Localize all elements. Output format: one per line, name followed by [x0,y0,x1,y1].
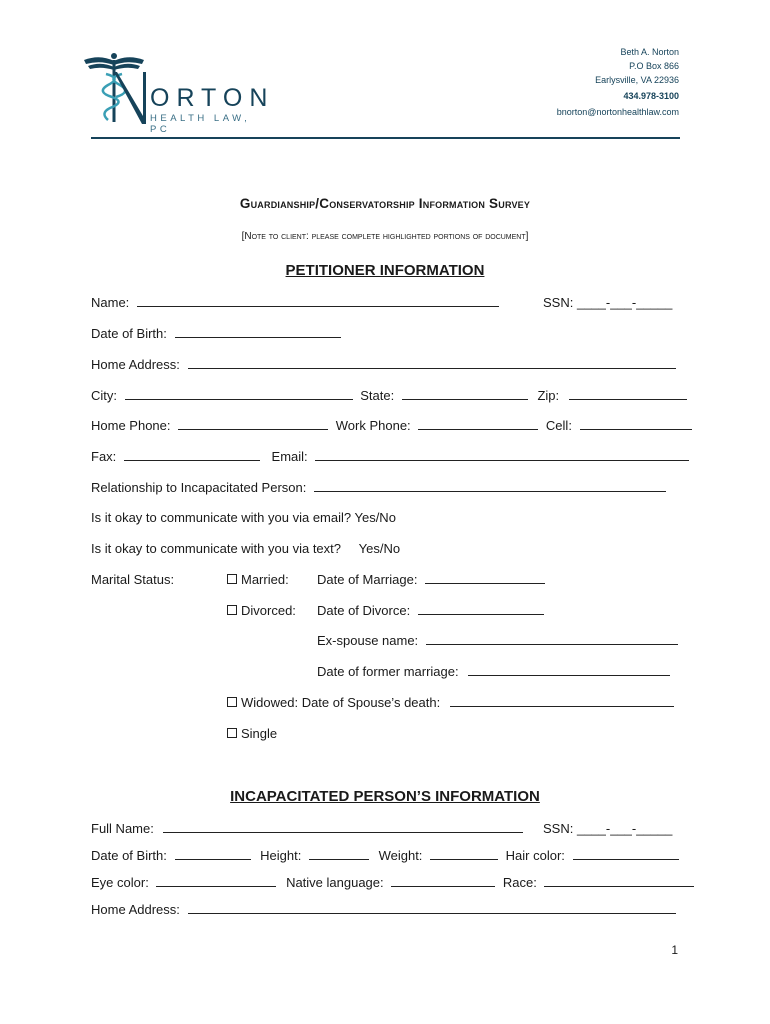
header-divider [91,137,680,139]
checkbox-icon[interactable] [227,728,237,738]
checkbox-icon[interactable] [227,574,237,584]
name-field[interactable] [137,295,499,307]
petitioner-ssn [543,295,672,310]
language-field[interactable] [391,875,495,887]
work-phone-field[interactable] [418,418,538,430]
ssn-field[interactable]: ____-___-_____ [576,295,673,310]
full-name-field[interactable] [163,821,523,833]
physical-row: Date of Birth: Height: Weight: Hair color: [91,848,679,863]
former-marriage-field[interactable] [468,664,670,676]
ex-spouse-field[interactable] [426,633,678,645]
contact-city-state: Earlysville, VA 22936 [595,75,679,85]
former-marriage-row: Date of former marriage: [317,664,670,679]
checkbox-icon[interactable] [227,697,237,707]
ssn-label: SSN: [543,295,574,310]
petitioner-name-row [91,295,499,310]
cell-field[interactable] [580,418,692,430]
petitioner-address-row [91,357,676,372]
fax-label: Fax: [91,449,117,464]
incapacitated-ssn: SSN: ____-___-_____ [543,821,673,836]
city-label: City: [91,388,117,403]
page-number: 1 [671,943,678,957]
cell-label: Cell: [545,418,572,433]
text-question: Is it okay to communicate with you via text? [91,541,341,556]
logo-subtitle: HEALTH LAW, PC [150,113,251,135]
eye-field[interactable] [156,875,276,887]
full-name-row: Full Name: [91,821,523,836]
single-option[interactable]: Single [227,726,277,741]
widowed-option[interactable]: Widowed: Date of Spouse’s death: [227,695,674,710]
contact-name: Beth A. Norton [620,47,679,57]
petitioner-fax-row [91,449,689,464]
address-field[interactable] [188,357,676,369]
checkbox-icon[interactable] [227,605,237,615]
divorced-option[interactable]: Divorced: [227,603,296,618]
home-phone-field[interactable] [178,418,328,430]
name-label: Name: [91,295,130,310]
fax-field[interactable] [124,449,260,461]
contact-phone: 434.978-3100 [623,91,679,101]
email-field[interactable] [315,449,689,461]
logo-name: ORTON [150,84,275,112]
email-label: Email: [271,449,308,464]
divorce-date-row: Date of Divorce: [317,603,544,618]
petitioner-heading: PETITIONER INFORMATION [285,262,485,279]
dob-field[interactable] [175,848,251,860]
work-phone-label: Work Phone: [335,418,411,433]
marital-status-label: Marital Status: [91,572,175,587]
text-question-row [91,541,400,556]
document-title: Guardianship/Conservatorship Information Survey [239,196,531,211]
spouse-death-field[interactable] [450,695,674,707]
dob-label: Date of Birth: [91,326,167,341]
email-question: Is it okay to communicate with you via email? Yes/No [91,510,396,525]
petitioner-relationship-row [91,480,666,495]
weight-field[interactable] [430,848,498,860]
address-field[interactable] [188,902,676,914]
petitioner-city-row [91,388,687,403]
address-label: Home Address: [91,357,180,372]
dob-field[interactable] [175,326,341,338]
contact-email[interactable]: bnorton@nortonhealthlaw.com [556,107,679,117]
contact-po-box: P.O Box 866 [629,61,679,71]
zip-field[interactable] [569,388,687,400]
hair-field[interactable] [573,848,679,860]
ssn-field[interactable]: ____-___-_____ [576,821,673,836]
relationship-label: Relationship to Incapacitated Person: [91,480,307,495]
marriage-date-field[interactable] [425,572,545,584]
caduceus-icon [82,52,152,128]
eye-row: Eye color: Native language: Race: [91,875,694,890]
zip-label: Zip: [537,388,560,403]
state-label: State: [360,388,395,403]
home-phone-label: Home Phone: [91,418,171,433]
incapacitated-address-row: Home Address: [91,902,676,917]
client-note: [Note to client: please complete highlighted portions of document] [241,231,529,242]
ex-spouse-row: Ex-spouse name: [317,633,678,648]
norton-logo [82,52,275,135]
contact-block [557,45,679,119]
relationship-field[interactable] [314,480,666,492]
city-field[interactable] [125,388,353,400]
incapacitated-heading: INCAPACITATED PERSON’S INFORMATION [230,788,540,805]
divorce-date-field[interactable] [418,603,544,615]
petitioner-dob-row [91,326,341,341]
state-field[interactable] [402,388,528,400]
petitioner-phone-row [91,418,692,433]
married-option[interactable]: Married: [227,572,289,587]
text-answer: Yes/No [358,541,401,556]
height-field[interactable] [309,848,369,860]
race-field[interactable] [544,875,694,887]
marriage-date-row: Date of Marriage: [317,572,545,587]
